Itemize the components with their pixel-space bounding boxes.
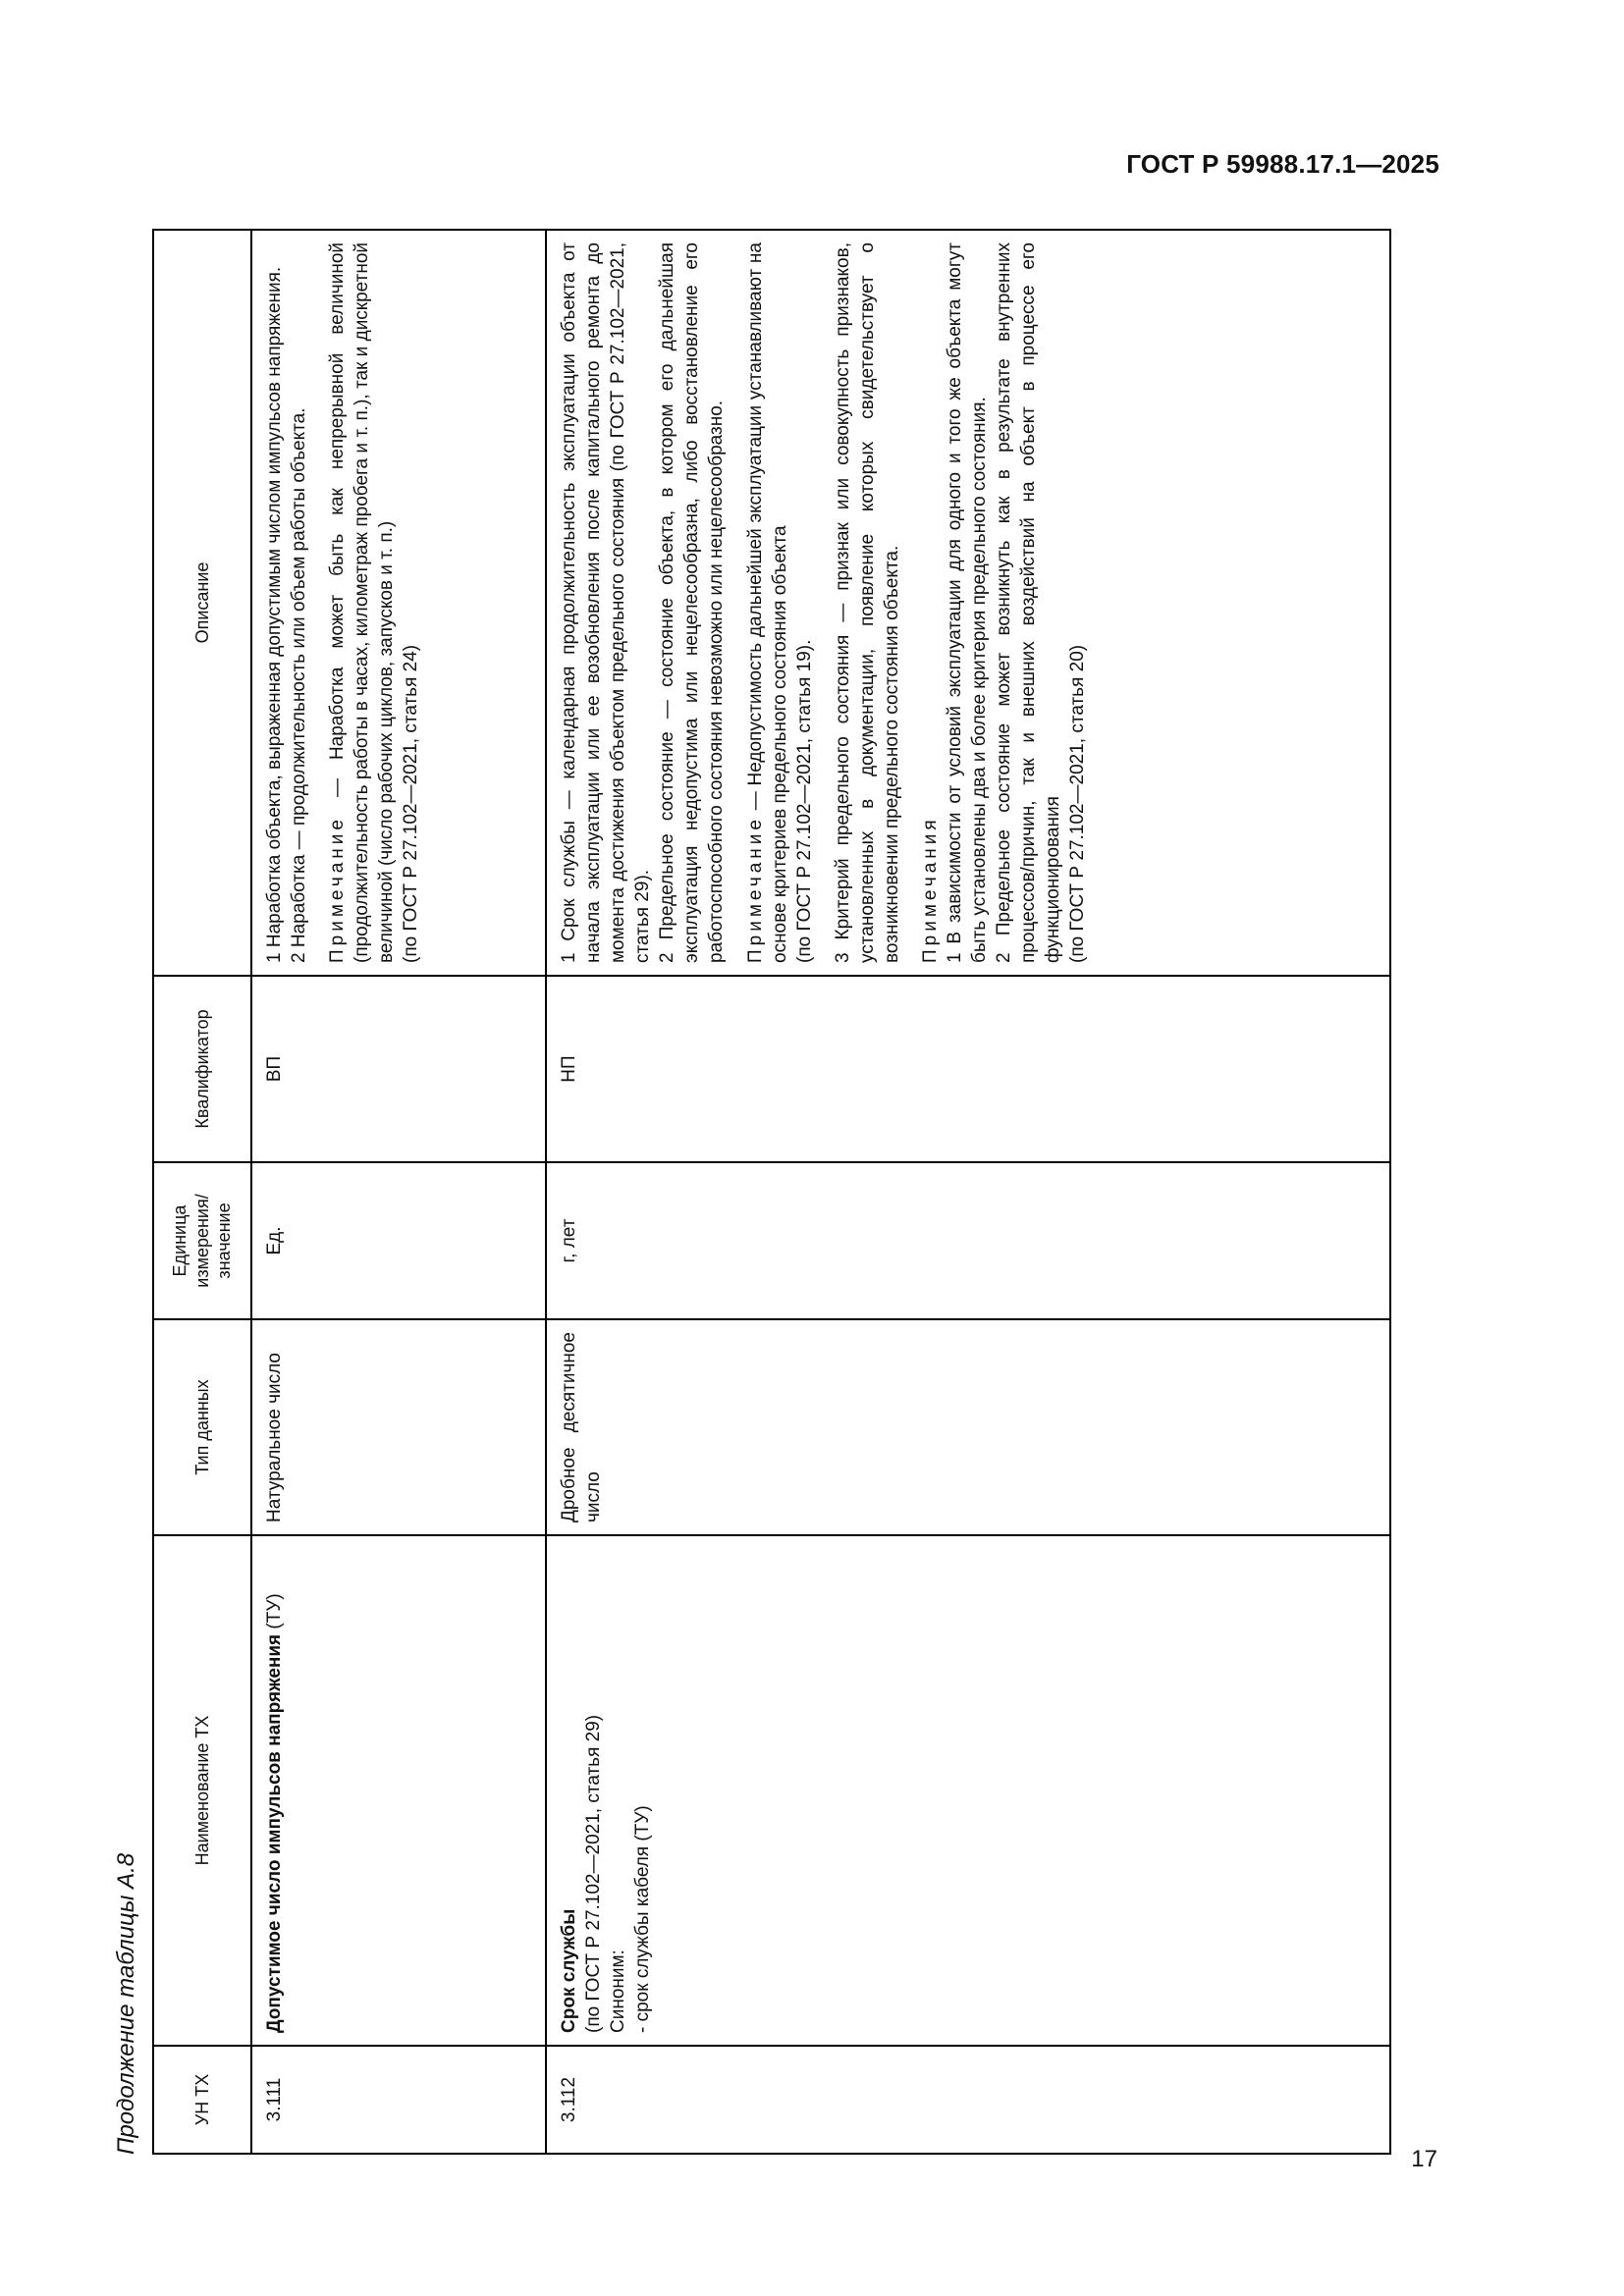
description-line: 1 Наработка объекта, выраженная допустимым числом импульсов напряжения. (264, 266, 285, 963)
cell-name (546, 1535, 1390, 2046)
characteristic-name-suffix: (ТУ) (264, 1593, 285, 1634)
note-text: — Наработка может быть как непрерывной величиной (продолжительность работы в часах, километраж пробега и т. п.), так и дискретной величиной (число рабочих циклов, запусков и т. п.) (327, 242, 398, 963)
rotated-table-page (113, 211, 1438, 2155)
cell-un: 3.112 (546, 2046, 1390, 2154)
characteristic-name: Допустимое число импульсов напряжения (264, 1633, 285, 2033)
note-line: 2 Предельное состояние может возникнуть как в результате внутренних процессов/причин, так и внешних воздействий на объект в процессе его функционирования (994, 242, 1064, 963)
page-number: 17 (1411, 2146, 1437, 2172)
cell-name (251, 1535, 546, 2046)
note-source: (по ГОСТ Р 27.102—2021, статья 19). (793, 639, 815, 963)
name-line: - срок службы кабеля (ТУ) (632, 1805, 654, 2033)
cell-qualifier: НП (546, 976, 1390, 1162)
header-unit: Единица измерения/ значение (153, 1162, 251, 1319)
note-label: Примечание (744, 816, 766, 963)
header-qualifier: Квалификатор (153, 976, 251, 1162)
header-type: Тип данных (153, 1319, 251, 1535)
name-line: Синоним: (608, 1949, 629, 2033)
header-name: Наименование ТХ (153, 1535, 251, 2046)
source-reference: (по ГОСТ Р 27.102—2021, статья 20) (1067, 644, 1089, 963)
notes-label: Примечания (920, 816, 942, 963)
description-line: 1 Срок службы — календарная продолжительность эксплуатации объекта от начала эксплуатации или ее возобновления после капитального ремонта до момента достижения объектом предельного состояния (по ГОСТ Р 27.102—2021, статья 29). (559, 242, 654, 963)
table-caption: Продолжение таблицы А.8 (113, 1852, 139, 2155)
table-row (251, 230, 546, 2154)
document-standard-number: ГОСТ Р 59988.17.1—2025 (1126, 149, 1439, 179)
description-line: 3 Критерий предельного состояния — признак или совокупность признаков, установленных в документации, появление которых свидетельствует о возникновении предельного состояния объекта. (832, 242, 902, 963)
characteristics-table (152, 229, 1391, 2155)
cell-un: 3.111 (251, 2046, 546, 2154)
description-line: 2 Предельное состояние — состояние объекта, в котором его дальнейшая эксплуатация недопустима или нецелесообразна, либо восстановление его работоспособного состояния невозможно или нецелесообразно. (657, 242, 728, 963)
note-line: 1 В зависимости от условий эксплуатации для одного и того же объекта могут быть установлены два и более критерия предельного состояния. (945, 242, 991, 963)
cell-data-type: Натуральное число (251, 1319, 546, 1535)
cell-description (251, 230, 546, 976)
description-line: 2 Наработка — продолжительность или объем работы объекта. (289, 407, 310, 963)
cell-unit: г, лет (546, 1162, 1390, 1319)
source-reference: (по ГОСТ Р 27.102—2021, статья 24) (401, 644, 422, 963)
name-line: (по ГОСТ Р 27.102—2021, статья 29) (583, 1714, 605, 2033)
cell-unit: Ед. (251, 1162, 546, 1319)
header-un: УН ТХ (153, 2046, 251, 2154)
characteristic-name: Срок службы (559, 1908, 579, 2033)
cell-description (546, 230, 1390, 976)
note-paragraph (743, 242, 792, 963)
note-text: — Недопустимость дальнейшей эксплуатации устанавливают на основе критериев предельного состояния объекта (744, 242, 790, 963)
note-paragraph (325, 242, 399, 963)
table-header-row (153, 230, 251, 2154)
note-label: Примечание (327, 816, 349, 963)
cell-qualifier: ВП (251, 976, 546, 1162)
cell-data-type: Дробное десятичное число (546, 1319, 1390, 1535)
header-description: Описание (153, 230, 251, 976)
table-row (546, 230, 1390, 2154)
